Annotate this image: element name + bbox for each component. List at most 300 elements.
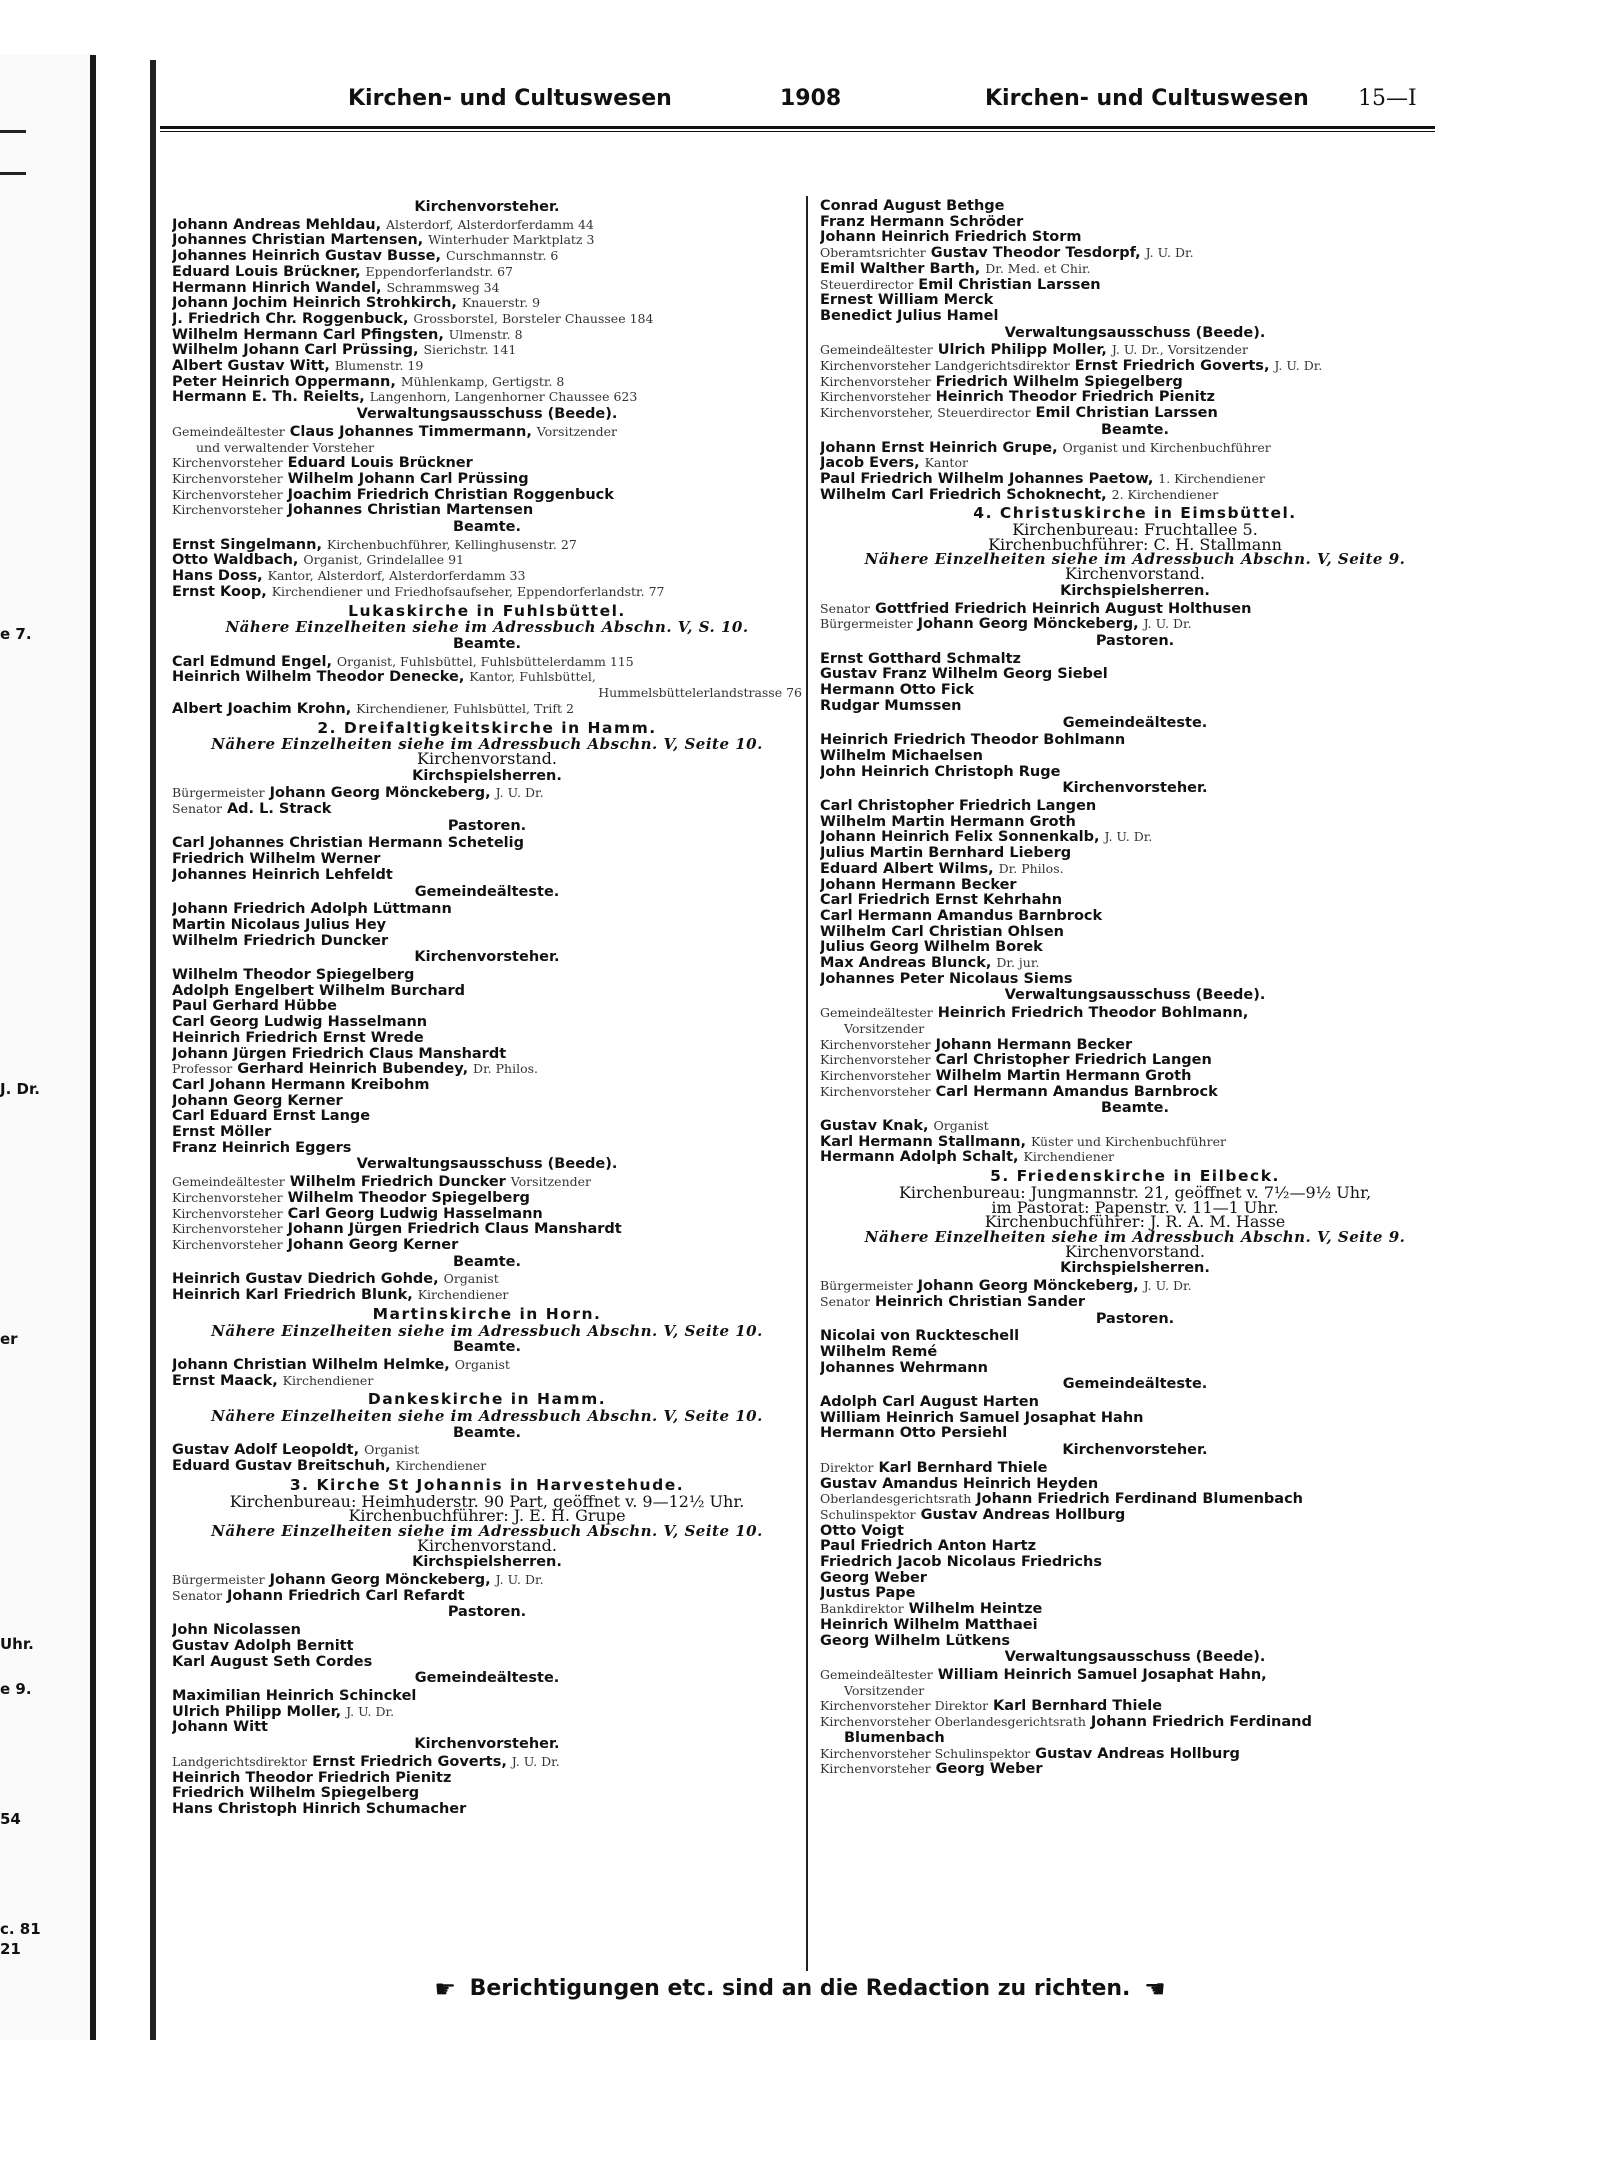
entry-detail: J. U. Dr. — [1143, 1278, 1192, 1294]
entry-name: Gustav Adolph Bernitt — [172, 1637, 354, 1654]
entry-name: Eduard Gustav Breitschuh, — [172, 1458, 391, 1474]
entry-name: Carl Johannes Christian Hermann Schetelig — [172, 835, 524, 852]
list-item — [172, 295, 802, 311]
entry-name: Johannes Christian Martensen, — [172, 232, 424, 249]
info-line: Kirchenvorstand. — [1065, 1241, 1205, 1261]
entry-detail: Curschmannstr. 6 — [445, 248, 559, 264]
entry-detail: Vorsitzender — [844, 1020, 925, 1036]
list-item — [820, 1052, 1450, 1068]
entry-name: Hans Doss, — [172, 568, 263, 584]
entry-name: Heinrich Theodor Friedrich Pienitz — [935, 389, 1215, 406]
list-item — [820, 1394, 1450, 1410]
entry-detail: Küster und Kirchenbuchführer — [1030, 1133, 1226, 1149]
entry-name: Carl Christopher Friedrich Langen — [935, 1052, 1212, 1068]
entry-name: Karl August Seth Cordes — [172, 1653, 373, 1670]
list-item — [172, 1754, 802, 1770]
list-item — [172, 1077, 802, 1093]
list-item — [820, 1344, 1450, 1360]
entry-name: John Nicolassen — [172, 1622, 301, 1638]
section-heading: Kirchenvorsteher. — [1062, 1442, 1208, 1459]
section-heading: Kirchspielsherren. — [412, 1554, 562, 1571]
list-item — [820, 1667, 1450, 1683]
list-item — [820, 814, 1450, 830]
list-item — [820, 616, 1450, 632]
list-item — [820, 1425, 1450, 1441]
list-item — [172, 917, 802, 933]
entry-name: Paul Friedrich Anton Hartz — [820, 1538, 1037, 1555]
entry-name: Heinrich Karl Friedrich Blunk, — [172, 1287, 413, 1303]
entry-title: Gemeindeältester — [820, 1666, 933, 1682]
list-item — [172, 933, 802, 949]
list-item — [172, 1237, 802, 1253]
entry-title: Kirchenvorsteher — [172, 486, 283, 502]
entry-detail: Langenhorn, Langenhorner Chaussee 623 — [369, 389, 638, 405]
entry-name: Adolph Engelbert Wilhelm Burchard — [172, 982, 466, 999]
section-heading: Pastoren. — [447, 817, 527, 834]
entry-title: Kirchenvorsteher — [820, 1067, 931, 1083]
list-item — [172, 1719, 802, 1735]
page-edge-fragment: e 9. — [0, 1680, 32, 1698]
entry-name: Friedrich Wilhelm Werner — [172, 851, 381, 867]
entry-name: Rudgar Mumssen — [820, 697, 962, 714]
entry-detail: Dr. Philos. — [998, 860, 1064, 876]
entry-name: Carl Georg Ludwig Hasselmann — [287, 1205, 543, 1222]
list-item — [820, 1746, 1450, 1762]
header-page-number: 15—I — [1358, 86, 1417, 111]
entry-name: John Heinrich Christoph Ruge — [820, 763, 1061, 780]
list-item — [820, 214, 1450, 230]
entry-detail: Kirchendiener — [282, 1372, 374, 1388]
list-item — [172, 584, 802, 600]
entry-name: Hans Christoph Hinrich Schumacher — [172, 1800, 467, 1817]
section-heading: Gemeindeälteste. — [414, 1670, 560, 1687]
entry-name: Johannes Heinrich Lehfeldt — [172, 866, 393, 883]
entry-name: Gerhard Heinrich Bubendey, — [237, 1061, 469, 1077]
list-item — [820, 1328, 1450, 1344]
entry-name: Justus Pape — [820, 1585, 916, 1602]
entry-name: Johann Jürgen Friedrich Claus Manshardt — [287, 1221, 622, 1237]
list-item — [172, 1638, 802, 1654]
entry-detail: Organist — [364, 1442, 420, 1458]
list-item — [172, 568, 802, 584]
entry-title: Kirchenvorsteher — [820, 1083, 931, 1099]
entry-title: Gemeindeältester — [820, 1005, 933, 1021]
entry-name: Georg Weber — [935, 1761, 1043, 1777]
list-item — [820, 358, 1450, 374]
list-item — [172, 801, 802, 817]
list-item — [172, 1271, 802, 1287]
entry-detail: Organist und Kirchenbuchführer — [1062, 439, 1271, 455]
entry-detail: Kirchenbuchführer, Kellinghusenstr. 27 — [326, 536, 577, 552]
section-heading: Beamte. — [452, 1253, 522, 1270]
list-item — [172, 1688, 802, 1704]
list-item — [172, 1287, 802, 1303]
list-item — [172, 424, 802, 440]
list-item — [172, 1622, 802, 1638]
list-item — [172, 685, 802, 701]
list-item — [172, 1061, 802, 1077]
section-heading: Kirchenvorsteher. — [414, 949, 560, 966]
section-heading: Kirchenvorsteher. — [414, 1736, 560, 1753]
entry-name: Ulrich Philipp Moller, — [937, 342, 1107, 359]
section-heading: Pastoren. — [1095, 632, 1175, 649]
entry-name: Johannes Heinrich Gustav Busse, — [172, 248, 442, 264]
list-item — [172, 374, 802, 390]
footer-text: Berichtigungen etc. sind an die Redaction zu richten. — [469, 1976, 1131, 2001]
entry-title: Bürgermeister — [820, 616, 913, 632]
entry-detail: Ulmenstr. 8 — [448, 326, 523, 342]
entry-name: Ernst Singelmann, — [172, 536, 322, 553]
entry-title: Kirchenvorsteher — [820, 1036, 931, 1052]
list-item — [820, 1633, 1450, 1649]
entry-name: Johann Hermann Becker — [820, 876, 1017, 893]
entry-name: Hermann Adolph Schalt, — [820, 1149, 1019, 1166]
entry-title: Kirchenvorsteher Schulinspektor — [820, 1745, 1031, 1761]
list-item — [172, 327, 802, 343]
entry-name: Julius Georg Wilhelm Borek — [820, 939, 1043, 956]
section-heading: Pastoren. — [447, 1604, 527, 1621]
entry-title: Bankdirektor — [820, 1601, 904, 1617]
list-item — [820, 1698, 1450, 1714]
list-item — [172, 967, 802, 983]
entry-name: Wilhelm Carl Christian Ohlsen — [820, 923, 1064, 940]
section-heading: Gemeindeälteste. — [1062, 1376, 1208, 1393]
list-item — [820, 1617, 1450, 1633]
list-item — [820, 440, 1450, 456]
list-item — [172, 1206, 802, 1222]
section-heading: Gemeindeälteste. — [414, 883, 560, 900]
list-item — [172, 232, 802, 248]
entry-name: Carl Hermann Amandus Barnbrock — [820, 907, 1103, 924]
page-header — [160, 78, 1440, 118]
pointing-hand-left-icon: ☚ — [1144, 1975, 1166, 2003]
list-item — [820, 1068, 1450, 1084]
list-item — [820, 1021, 1450, 1037]
entry-detail: J. U. Dr. — [1104, 829, 1153, 845]
church-heading: Dankeskirche in Hamm. — [367, 1390, 607, 1409]
entry-detail: Vorsitzender — [510, 1174, 592, 1190]
entry-name: Otto Voigt — [820, 1522, 904, 1539]
entry-name: Johann Friedrich Ferdinand Blumenbach — [976, 1491, 1304, 1507]
pointing-hand-right-icon: ☛ — [434, 1975, 456, 2003]
entry-name: Ernst Koop, — [172, 583, 267, 600]
entry-title: Kirchenvorsteher — [172, 470, 283, 486]
entry-name: Georg Wilhelm Lütkens — [820, 1632, 1011, 1649]
list-item — [820, 198, 1450, 214]
info-line: Kirchenvorstand. — [1065, 564, 1205, 584]
entry-name: Heinrich Wilhelm Theodor Denecke, — [172, 669, 465, 686]
list-item — [172, 701, 802, 717]
header-rule-thick — [160, 126, 1435, 129]
entry-detail: Organist, Grindelallee 91 — [303, 552, 464, 568]
reference-note: Nähere Einzelheiten siehe im Adressbuch Abschn. V, Seite 9. — [864, 1228, 1406, 1246]
entry-name: Carl Christopher Friedrich Langen — [820, 798, 1097, 814]
section-heading: Verwaltungsausschuss (Beede). — [1004, 324, 1266, 341]
entry-name: Gustav Andreas Hollburg — [920, 1506, 1126, 1523]
entry-title: Kirchenvorsteher — [172, 502, 283, 518]
entry-detail: 2. Kirchendiener — [1111, 486, 1219, 502]
list-item — [172, 358, 802, 374]
entry-detail: Organist — [443, 1271, 499, 1287]
list-item — [820, 1554, 1450, 1570]
list-item — [820, 1523, 1450, 1539]
list-item — [820, 277, 1450, 293]
church-heading: Lukaskirche in Fuhlsbüttel. — [348, 601, 626, 620]
entry-name: Hermann Hinrich Wandel, — [172, 279, 382, 296]
list-item — [172, 264, 802, 280]
list-item — [820, 245, 1450, 261]
entry-title: Kirchenvorsteher — [820, 1052, 931, 1068]
list-item — [172, 1124, 802, 1140]
list-item — [172, 901, 802, 917]
info-line: Kirchenbuchführer: C. H. Stallmann — [988, 534, 1282, 554]
list-item — [172, 983, 802, 999]
entry-name: Ernst Friedrich Goverts, — [1074, 358, 1270, 374]
entry-detail: J. U. Dr. — [1143, 616, 1192, 632]
list-item — [172, 1770, 802, 1786]
entry-detail: J. U. Dr. — [346, 1703, 395, 1719]
list-item — [172, 851, 802, 867]
page-edge-fragment: e 7. — [0, 625, 32, 643]
list-item — [172, 248, 802, 264]
left-column — [172, 198, 802, 1817]
entry-detail: Winterhuder Marktplatz 3 — [428, 232, 595, 248]
list-item — [820, 405, 1450, 421]
header-right-title: Kirchen- und Cultuswesen — [985, 86, 1309, 111]
list-item — [820, 829, 1450, 845]
entry-name: Heinrich Gustav Diedrich Gohde, — [172, 1271, 439, 1288]
list-item — [172, 455, 802, 471]
list-item — [172, 552, 802, 568]
entry-name: Franz Heinrich Eggers — [172, 1139, 352, 1156]
entry-title: Kirchenvorsteher — [820, 373, 931, 389]
entry-name: Albert Joachim Krohn, — [172, 700, 352, 717]
entry-name: Carl Georg Ludwig Hasselmann — [172, 1014, 428, 1030]
section-heading: Kirchenvorsteher. — [414, 199, 560, 215]
entry-title: Oberlandesgerichtsrath — [820, 1491, 972, 1507]
list-item — [820, 877, 1450, 893]
reference-note: Nähere Einzelheiten siehe im Adressbuch Abschn. V, Seite 10. — [211, 1521, 763, 1540]
entry-name: Emil Christian Larssen — [1035, 405, 1218, 421]
entry-name: Gottfried Friedrich Heinrich August Holthusen — [874, 600, 1252, 617]
list-item — [820, 1037, 1450, 1053]
list-item — [820, 1134, 1450, 1150]
list-item — [820, 487, 1450, 503]
entry-name: Johann Friedrich Adolph Lüttmann — [172, 901, 452, 917]
entry-name: Carl Johann Hermann Kreibohm — [172, 1076, 430, 1093]
list-item — [820, 601, 1450, 617]
list-item — [820, 732, 1450, 748]
entry-detail: J. U. Dr. — [1274, 358, 1323, 374]
list-item — [820, 1005, 1450, 1021]
entry-name: Gustav Amandus Heinrich Heyden — [820, 1475, 1099, 1492]
entry-name: Gustav Andreas Hollburg — [1035, 1745, 1240, 1762]
list-item — [172, 1654, 802, 1670]
list-item — [172, 998, 802, 1014]
entry-name: Johannes Peter Nicolaus Siems — [820, 970, 1073, 987]
column-divider — [806, 196, 808, 1971]
entry-detail: J. U. Dr., Vorsitzender — [1111, 342, 1248, 358]
section-heading: Kirchspielsherren. — [1060, 1260, 1210, 1277]
entry-title: Senator — [820, 600, 870, 616]
church-heading: 3. Kirche St Johannis in Harvestehude. — [289, 1475, 685, 1494]
entry-name: Claus Johannes Timmermann, — [289, 423, 532, 440]
list-item — [820, 892, 1450, 908]
entry-title: Kirchenvorsteher — [820, 1761, 931, 1777]
list-item — [172, 1030, 802, 1046]
entry-detail: Kantor, Fuhlsbüttel, — [469, 669, 596, 685]
entry-name: William Heinrich Samuel Josaphat Hahn, — [937, 1666, 1267, 1683]
entry-detail: Kantor, Alsterdorf, Alsterdorferdamm 33 — [267, 568, 526, 584]
entry-detail: Kirchendiener und Friedhofsaufseher, Eppendorferlandstr. 77 — [271, 583, 665, 599]
entry-title: Steuerdirector — [820, 276, 914, 292]
entry-detail: Vorsitzender — [536, 423, 618, 439]
list-item — [820, 308, 1450, 324]
list-item — [820, 229, 1450, 245]
church-heading: 2. Dreifaltigkeitskirche in Hamm. — [317, 718, 657, 737]
info-line: Kirchenbureau: Heimhuderstr. 90 Part, geöffnet v. 9—12½ Uhr. — [229, 1491, 745, 1511]
list-item — [172, 1046, 802, 1062]
entry-name: Carl Friedrich Ernst Kehrhahn — [820, 892, 1063, 908]
entry-title: Kirchenvorsteher Direktor — [820, 1698, 989, 1714]
list-item — [172, 1108, 802, 1124]
entry-name: Johann Georg Kerner — [287, 1237, 459, 1253]
list-item — [172, 1190, 802, 1206]
entry-detail: Kirchendiener — [395, 1458, 487, 1474]
entry-name: Karl Hermann Stallmann, — [820, 1133, 1027, 1150]
entry-name: Albert Gustav Witt, — [172, 358, 330, 374]
entry-detail: Kirchendiener — [417, 1287, 509, 1303]
entry-detail: Hummelsbüttelerlandstrasse 76 — [598, 685, 802, 701]
list-item — [820, 764, 1450, 780]
entry-name: Heinrich Friedrich Theodor Bohlmann, — [937, 1005, 1249, 1021]
section-heading: Beamte. — [1100, 421, 1170, 438]
entry-name: Hermann E. Th. Reielts, — [172, 389, 365, 406]
list-item — [172, 471, 802, 487]
list-item — [820, 1149, 1450, 1165]
entry-name: Wilhelm Johann Carl Prüssing — [287, 470, 529, 487]
list-item — [172, 280, 802, 296]
entry-title: Gemeindeältester — [172, 1174, 285, 1190]
entry-name: Wilhelm Remé — [820, 1343, 938, 1360]
reference-note: Nähere Einzelheiten siehe im Adressbuch Abschn. V, Seite 10. — [211, 1321, 763, 1340]
list-item — [820, 651, 1450, 667]
entry-name: Johann Georg Kerner — [172, 1092, 343, 1109]
info-line: Kirchenbuchführer: J. R. A. M. Hasse — [984, 1212, 1286, 1232]
list-item — [172, 1588, 802, 1604]
list-item — [172, 1704, 802, 1720]
list-item — [820, 1084, 1450, 1100]
list-item — [820, 1538, 1450, 1554]
entry-title: Bürgermeister — [172, 1572, 265, 1588]
entry-name: Johann Hermann Becker — [935, 1036, 1133, 1053]
list-item — [820, 1118, 1450, 1134]
list-item — [172, 311, 802, 327]
entry-detail: Kantor — [924, 455, 968, 471]
left-page-edge — [0, 55, 96, 2040]
section-heading: Pastoren. — [1095, 1310, 1175, 1327]
section-heading: Verwaltungsausschuss (Beede). — [356, 406, 618, 423]
entry-name: Johann Heinrich Felix Sonnenkalb, — [820, 829, 1100, 846]
entry-name: Martin Nicolaus Julius Hey — [172, 916, 387, 933]
entry-detail: J. U. Dr. — [495, 785, 544, 801]
list-item — [820, 682, 1450, 698]
entry-title: Kirchenvorsteher — [172, 1189, 283, 1205]
entry-title: Kirchenvorsteher — [820, 389, 931, 405]
entry-name: Eduard Albert Wilms, — [820, 860, 994, 877]
list-item — [820, 1570, 1450, 1586]
list-item — [172, 1572, 802, 1588]
list-item — [820, 342, 1450, 358]
info-line: Kirchenbureau: Fruchtallee 5. — [1012, 520, 1258, 540]
entry-name: Gustav Knak, — [820, 1118, 929, 1134]
entry-name: Jacob Evers, — [820, 455, 920, 471]
list-item — [820, 1714, 1450, 1730]
entry-detail: Dr. jur. — [996, 955, 1040, 971]
entry-name: Friedrich Wilhelm Spiegelberg — [935, 373, 1183, 390]
entry-name: Benedict Julius Hamel — [820, 307, 999, 324]
list-item — [820, 1601, 1450, 1617]
section-heading: Verwaltungsausschuss (Beede). — [1004, 987, 1266, 1004]
entry-name: Heinrich Wilhelm Matthaei — [820, 1616, 1038, 1633]
entry-detail: J. U. Dr. — [495, 1572, 544, 1588]
entry-name: Wilhelm Martin Hermann Groth — [820, 813, 1076, 830]
list-item — [172, 217, 802, 233]
section-heading: Beamte. — [452, 1339, 522, 1356]
entry-title: Professor — [172, 1061, 233, 1077]
entry-name: Carl Edmund Engel, — [172, 653, 332, 670]
entry-name: William Heinrich Samuel Josaphat Hahn — [820, 1409, 1144, 1426]
entry-name: Wilhelm Johann Carl Prüssing, — [172, 342, 419, 359]
list-item — [172, 1093, 802, 1109]
entry-name: Heinrich Friedrich Ernst Wrede — [172, 1029, 424, 1046]
section-heading: Gemeindeälteste. — [1062, 714, 1208, 731]
entry-detail: Organist, Fuhlsbüttel, Fuhlsbüttelerdamm 115 — [336, 653, 634, 669]
entry-title: Bürgermeister — [820, 1278, 913, 1294]
entry-detail: Alsterdorf, Alsterdorferdamm 44 — [386, 216, 594, 232]
entry-title: Senator — [172, 801, 222, 817]
entry-title: Kirchenvorsteher — [172, 1237, 283, 1252]
entry-name: Wilhelm Friedrich Duncker — [172, 932, 389, 949]
entry-name: Carl Hermann Amandus Barnbrock — [935, 1083, 1218, 1100]
header-rule-thin — [160, 131, 1435, 132]
entry-title: Oberamtsrichter — [820, 245, 926, 261]
entry-name: Blumenbach — [844, 1729, 945, 1746]
entry-name: Gustav Franz Wilhelm Georg Siebel — [820, 666, 1108, 683]
list-item — [820, 261, 1450, 277]
entry-title: Kirchenvorsteher, Steuerdirector — [820, 405, 1031, 421]
entry-name: Ulrich Philipp Moller, — [172, 1703, 342, 1720]
entry-title: Kirchenvorsteher — [172, 455, 283, 471]
list-item — [820, 1683, 1450, 1699]
entry-name: Johann Heinrich Friedrich Storm — [820, 229, 1082, 246]
list-item — [172, 1801, 802, 1817]
list-item — [820, 798, 1450, 814]
list-item — [172, 669, 802, 685]
list-item — [172, 785, 802, 801]
list-item — [172, 654, 802, 670]
entry-name: Conrad August Bethge — [820, 198, 1005, 214]
entry-title: Direktor — [820, 1459, 874, 1475]
list-item — [820, 1761, 1450, 1777]
entry-name: Ernst Friedrich Goverts, — [312, 1753, 507, 1770]
list-item — [820, 1730, 1450, 1746]
entry-name: Otto Waldbach, — [172, 552, 299, 569]
entry-detail: J. U. Dr. — [511, 1753, 560, 1769]
section-heading: Kirchenvorsteher. — [1062, 780, 1208, 797]
list-item — [172, 1785, 802, 1801]
entry-name: Wilhelm Heintze — [908, 1601, 1043, 1617]
